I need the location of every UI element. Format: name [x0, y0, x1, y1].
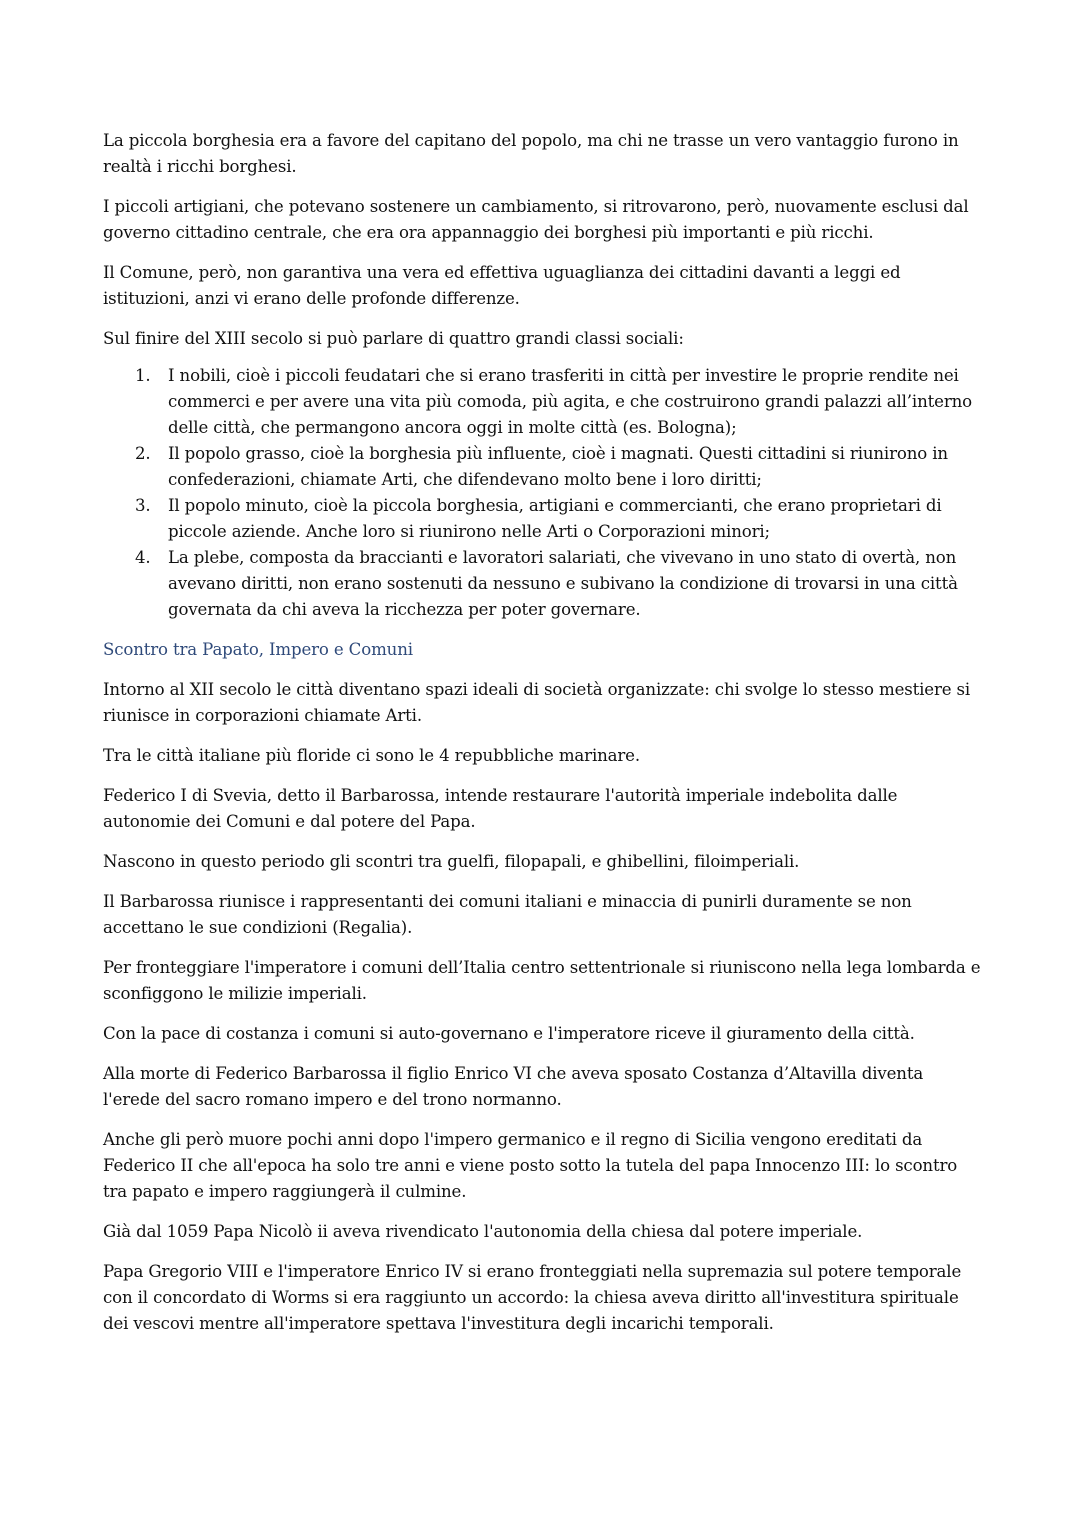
list-item	[103, 363, 983, 441]
paragraph: Anche gli però muore pochi anni dopo l'impero germanico e il regno di Sicilia vengono ereditati da Federico II che all'epoca ha solo tre anni e viene posto sotto la tutela del papa Innocenzo III: lo scontro tra papato e impero raggiungerà il culmine.	[103, 1130, 958, 1201]
paragraph: Il Barbarossa riunisce i rappresentanti dei comuni italiani e minaccia di punirli duramente se non accettano le sue condizioni (Regalia).	[103, 892, 912, 937]
paragraph: Nascono in questo periodo gli scontri tra guelfi, filopapali, e ghibellini, filoimperiali.	[103, 852, 800, 871]
paragraph: Tra le città italiane più floride ci sono le 4 repubbliche marinare.	[103, 746, 640, 765]
paragraph-comune: Il Comune, però, non garantiva una vera ed effettiva uguaglianza dei cittadini davanti a leggi ed istituzioni, anzi vi erano delle profonde differenze.	[103, 263, 901, 308]
list-item-number: 1.	[135, 366, 151, 385]
list-item-number: 4.	[135, 548, 151, 567]
paragraph: Alla morte di Federico Barbarossa il figlio Enrico VI che aveva sposato Costanza d’Altavilla diventa l'erede del sacro romano impero e del trono normanno.	[103, 1064, 924, 1109]
list-item	[103, 441, 983, 493]
paragraph: Papa Gregorio VIII e l'imperatore Enrico IV si erano fronteggiati nella supremazia sul potere temporale con il concordato di Worms si era raggiunto un accordo: la chiesa aveva diritto all'investitura spirituale dei vescovi mentre all'imperatore spettava l'investitura degli incarichi temporali.	[103, 1262, 962, 1333]
list-item-number: 3.	[135, 496, 151, 515]
list-item	[103, 493, 983, 545]
paragraph: Federico I di Svevia, detto il Barbarossa, intende restaurare l'autorità imperiale indebolita dalle autonomie dei Comuni e dal potere del Papa.	[103, 786, 898, 831]
list-item-text: Il popolo grasso, cioè la borghesia più influente, cioè i magnati. Questi cittadini si riunirono in confederazioni, chiamate Arti, che difendevano molto bene i loro diritti;	[168, 444, 948, 489]
paragraph: Già dal 1059 Papa Nicolò ii aveva rivendicato l'autonomia della chiesa dal potere imperiale.	[103, 1222, 863, 1241]
paragraph-piccoli-artigiani: I piccoli artigiani, che potevano sostenere un cambiamento, si ritrovarono, però, nuovamente esclusi dal governo cittadino centrale, che era ora appannaggio dei borghesi più importanti e più ricchi.	[103, 197, 969, 242]
list-item-text: La plebe, composta da braccianti e lavoratori salariati, che vivevano in uno stato di overtà, non avevano diritti, non erano sostenuti da nessuno e subivano la condizione di trovarsi in una città governata da chi aveva la ricchezza per poter governare.	[168, 548, 958, 619]
list-item	[103, 545, 983, 623]
paragraph: Per fronteggiare l'imperatore i comuni dell’Italia centro settentrionale si riuniscono nella lega lombarda e sconfiggono le milizie imperiali.	[103, 958, 981, 1003]
document-page	[103, 128, 983, 1351]
list-item-number: 2.	[135, 444, 151, 463]
paragraph: Con la pace di costanza i comuni si auto-governano e l'imperatore riceve il giuramento della città.	[103, 1024, 915, 1043]
paragraph-classi-intro: Sul finire del XIII secolo si può parlare di quattro grandi classi sociali:	[103, 329, 684, 348]
paragraph: Intorno al XII secolo le città diventano spazi ideali di società organizzate: chi svolge lo stesso mestiere si riunisce in corporazioni chiamate Arti.	[103, 680, 971, 725]
paragraph-piccola-borghesia: La piccola borghesia era a favore del capitano del popolo, ma chi ne trasse un vero vantaggio furono in realtà i ricchi borghesi.	[103, 131, 959, 176]
section-heading: Scontro tra Papato, Impero e Comuni	[103, 640, 413, 659]
list-item-text: Il popolo minuto, cioè la piccola borghesia, artigiani e commercianti, che erano proprietari di piccole aziende. Anche loro si riunirono nelle Arti o Corporazioni minori;	[168, 496, 942, 541]
list-item-text: I nobili, cioè i piccoli feudatari che si erano trasferiti in città per investire le proprie rendite nei commerci e per avere una vita più comoda, più agita, e che costruirono grandi palazzi all’interno delle città, che permangono ancora oggi in molte città (es. Bologna);	[168, 366, 972, 437]
social-classes-list	[103, 363, 983, 623]
